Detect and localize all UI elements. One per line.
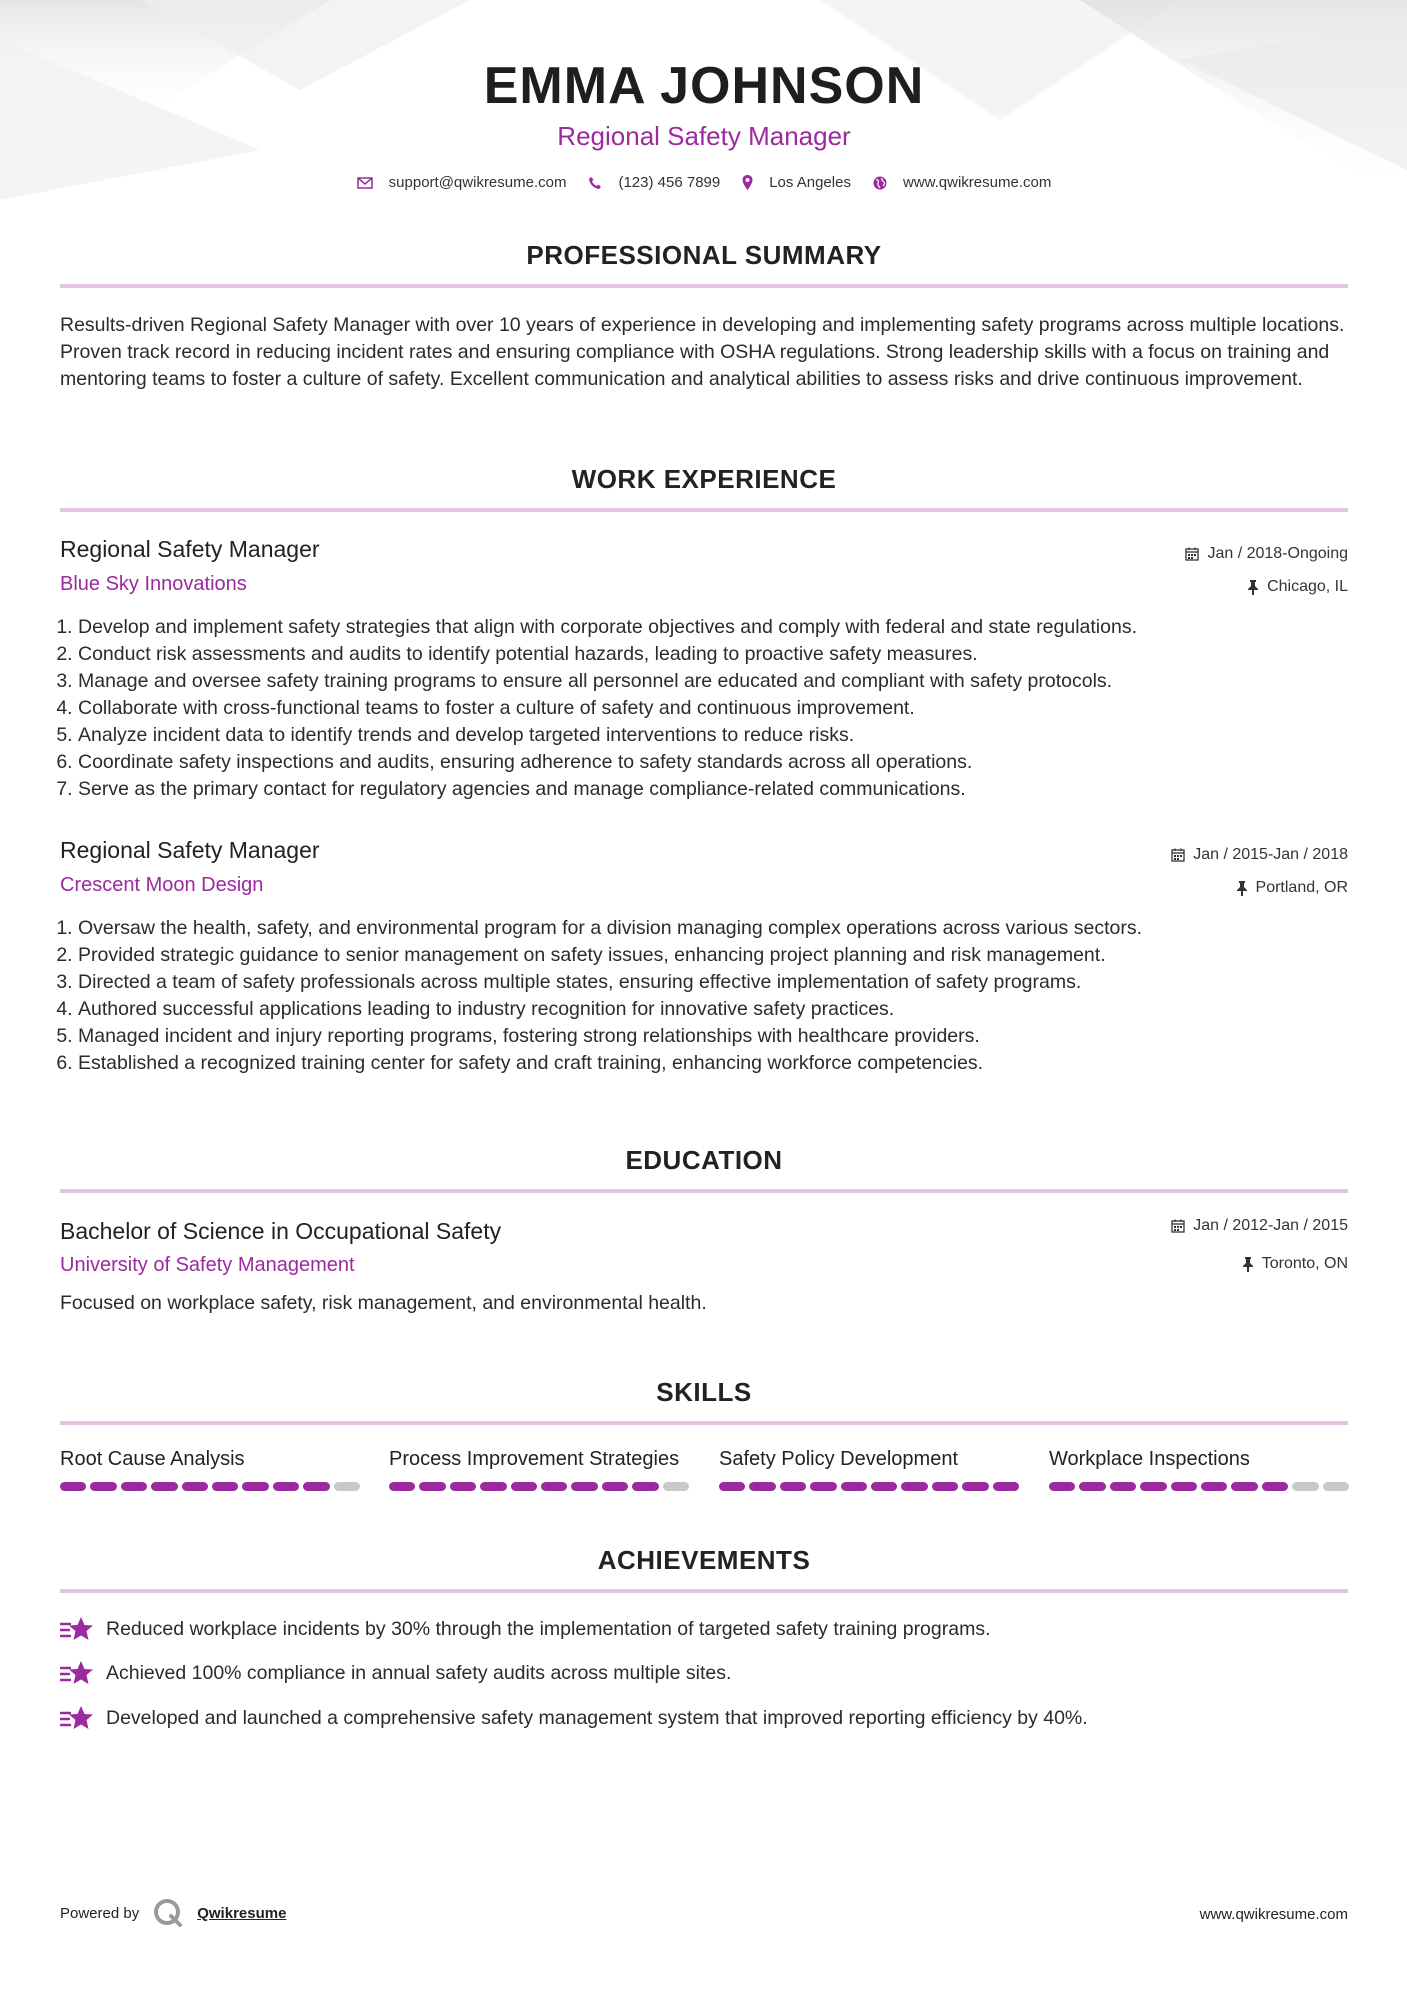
contact-website-text: www.qwikresume.com [902,174,1052,191]
globe-icon [873,176,887,190]
job-location-text: Chicago, IL [1267,578,1348,595]
achievement-item [60,1660,731,1686]
section-divider [60,1189,1348,1193]
skill-level-segment [571,1482,597,1491]
skill-level-segment [810,1482,836,1491]
skill-level-segment [511,1482,537,1491]
skill-name: Workplace Inspections [1049,1448,1250,1470]
skill-level-bar [60,1482,360,1491]
achievement-item [60,1616,991,1642]
section-divider [60,284,1348,288]
contact-email-text: support@qwikresume.com [388,174,567,191]
skill-level-segment [841,1482,867,1491]
skill-item [719,1448,1019,1491]
skill-level-segment [1140,1482,1166,1491]
pushpin-icon [1242,1257,1254,1272]
achievement-text: Reduced workplace incidents by 30% through the implementation of targeted safety training programs. [106,1617,991,1640]
section-divider [60,1589,1348,1593]
qwikresume-logo-icon [153,1898,183,1928]
skill-name: Process Improvement Strategies [389,1448,680,1470]
skill-level-segment [901,1482,927,1491]
achievement-item [60,1705,1088,1731]
list-item: 4. Authored successful applications leading to industry recognition for innovative safety practices. [78,996,1338,1023]
map-marker-icon [742,175,753,190]
section-divider [60,1421,1348,1425]
skill-level-segment [871,1482,897,1491]
skill-level-segment [273,1482,299,1491]
skill-level-segment [1231,1482,1257,1491]
footer-brand-link[interactable]: Qwikresume [197,1904,287,1922]
skill-level-segment [212,1482,238,1491]
skill-level-segment [632,1482,658,1491]
list-item: 7. Serve as the primary contact for regulatory agencies and manage compliance-related communications. [78,776,1338,803]
star-icon [60,1660,94,1686]
skill-level-segment [1323,1482,1349,1491]
job-dates-text: Jan / 2015-Jan / 2018 [1193,846,1348,863]
skill-level-segment [749,1482,775,1491]
job-location-text: Portland, OR [1255,879,1348,896]
candidate-role: Regional Safety Manager [557,121,851,151]
education-description: Focused on workplace safety, risk management, and environmental health. [60,1292,707,1314]
skill-level-segment [182,1482,208,1491]
section-title-summary: PROFESSIONAL SUMMARY [526,240,882,270]
pushpin-icon [1236,881,1248,896]
footer-powered-by [60,1898,286,1928]
job-duties-list [60,614,1338,803]
skill-item [60,1448,360,1491]
skill-level-segment [121,1482,147,1491]
job-duties-list [60,915,1338,1077]
star-icon [60,1616,94,1642]
company-name: Blue Sky Innovations [60,573,247,595]
skill-level-segment [303,1482,329,1491]
list-item: 3. Directed a team of safety professionals across multiple states, ensuring effective implementation of safety programs. [78,969,1338,996]
skill-level-segment [602,1482,628,1491]
skill-level-segment [450,1482,476,1491]
calendar-icon [1171,848,1185,862]
calendar-icon [1171,1219,1185,1233]
candidate-name: EMMA JOHNSON [483,57,925,115]
list-item: 2. Provided strategic guidance to senior management on safety issues, enhancing project planning and risk management. [78,942,1338,969]
pushpin-icon [1247,580,1259,595]
skill-level-segment [90,1482,116,1491]
skill-level-bar [719,1482,1019,1491]
job-location [1247,578,1348,596]
education-dates [1171,1217,1348,1235]
star-icon [60,1705,94,1731]
list-item: 1. Oversaw the health, safety, and environmental program for a division managing complex operations across various sectors. [78,915,1338,942]
calendar-icon [1185,547,1199,561]
contact-bar [60,174,1348,191]
section-title-experience: WORK EXPERIENCE [571,464,837,494]
skill-name: Safety Policy Development [719,1448,959,1470]
skill-item [1049,1448,1349,1491]
skill-level-segment [541,1482,567,1491]
job-dates [1185,545,1348,563]
contact-location [742,174,851,191]
skill-level-segment [932,1482,958,1491]
skill-level-segment [334,1482,360,1491]
list-item: 6. Established a recognized training center for safety and craft training, enhancing workforce competencies. [78,1050,1338,1077]
footer-website-link[interactable]: www.qwikresume.com [1199,1906,1348,1923]
contact-phone[interactable] [588,174,720,191]
job-dates-text: Jan / 2018-Ongoing [1207,545,1348,562]
skill-level-segment [419,1482,445,1491]
job-location [1236,879,1348,897]
skill-level-segment [151,1482,177,1491]
section-divider [60,508,1348,512]
section-title-skills: SKILLS [656,1377,752,1407]
skill-level-segment [1171,1482,1197,1491]
skill-level-bar [389,1482,689,1491]
skill-level-segment [780,1482,806,1491]
contact-location-text: Los Angeles [769,174,851,191]
skill-level-segment [480,1482,506,1491]
section-title-achievements: ACHIEVEMENTS [597,1545,811,1575]
skill-level-segment [719,1482,745,1491]
skill-name: Root Cause Analysis [60,1448,245,1470]
degree-title: Bachelor of Science in Occupational Safety [60,1218,502,1244]
skill-level-segment [993,1482,1019,1491]
skill-item [389,1448,689,1491]
school-name: University of Safety Management [60,1254,355,1276]
contact-phone-text: (123) 456 7899 [618,174,721,191]
envelope-icon [357,177,373,189]
powered-by-text: Powered by [60,1904,140,1922]
list-item: 6. Coordinate safety inspections and audits, ensuring adherence to safety standards across all operations. [78,749,1338,776]
list-item: 1. Develop and implement safety strategies that align with corporate objectives and comply with federal and state regulations. [78,614,1338,641]
job-title: Regional Safety Manager [60,837,320,863]
skill-level-segment [60,1482,86,1491]
job-title: Regional Safety Manager [60,536,320,562]
skill-level-segment [1262,1482,1288,1491]
list-item: 4. Collaborate with cross-functional teams to foster a culture of safety and continuous improvement. [78,695,1338,722]
education-location [1242,1255,1348,1273]
skill-level-segment [242,1482,268,1491]
skill-level-bar [1049,1482,1349,1491]
skill-level-segment [1049,1482,1075,1491]
list-item: 3. Manage and oversee safety training programs to ensure all personnel are educated and compliant with safety protocols. [78,668,1338,695]
contact-website[interactable] [873,174,1051,191]
company-name: Crescent Moon Design [60,874,264,896]
summary-text: Results-driven Regional Safety Manager with over 10 years of experience in developing and implementing safety programs across multiple locations. Proven track record in reducing incident rates and ensuring compliance with OSHA regulations. Strong leadership skills with a focus on training and mentoring teams to foster a culture of safety. Excellent communication and analytical abilities to assess risks and drive continuous improvement. [60,314,1345,390]
job-dates [1171,846,1348,864]
education-dates-text: Jan / 2012-Jan / 2015 [1193,1217,1348,1234]
skill-level-segment [1201,1482,1227,1491]
skill-level-segment [962,1482,988,1491]
achievement-text: Developed and launched a comprehensive safety management system that improved reporting efficiency by 40%. [106,1706,1088,1729]
phone-icon [588,176,602,190]
education-location-text: Toronto, ON [1261,1255,1348,1272]
skill-level-segment [663,1482,689,1491]
contact-email[interactable] [357,174,567,191]
achievement-text: Achieved 100% compliance in annual safety audits across multiple sites. [106,1661,732,1684]
skill-level-segment [1292,1482,1318,1491]
skill-level-segment [389,1482,415,1491]
list-item: 5. Analyze incident data to identify trends and develop targeted interventions to reduce risks. [78,722,1338,749]
section-title-education: EDUCATION [625,1145,783,1175]
skill-level-segment [1110,1482,1136,1491]
list-item: 2. Conduct risk assessments and audits to identify potential hazards, leading to proactive safety measures. [78,641,1338,668]
list-item: 5. Managed incident and injury reporting programs, fostering strong relationships with healthcare providers. [78,1023,1338,1050]
skill-level-segment [1079,1482,1105,1491]
